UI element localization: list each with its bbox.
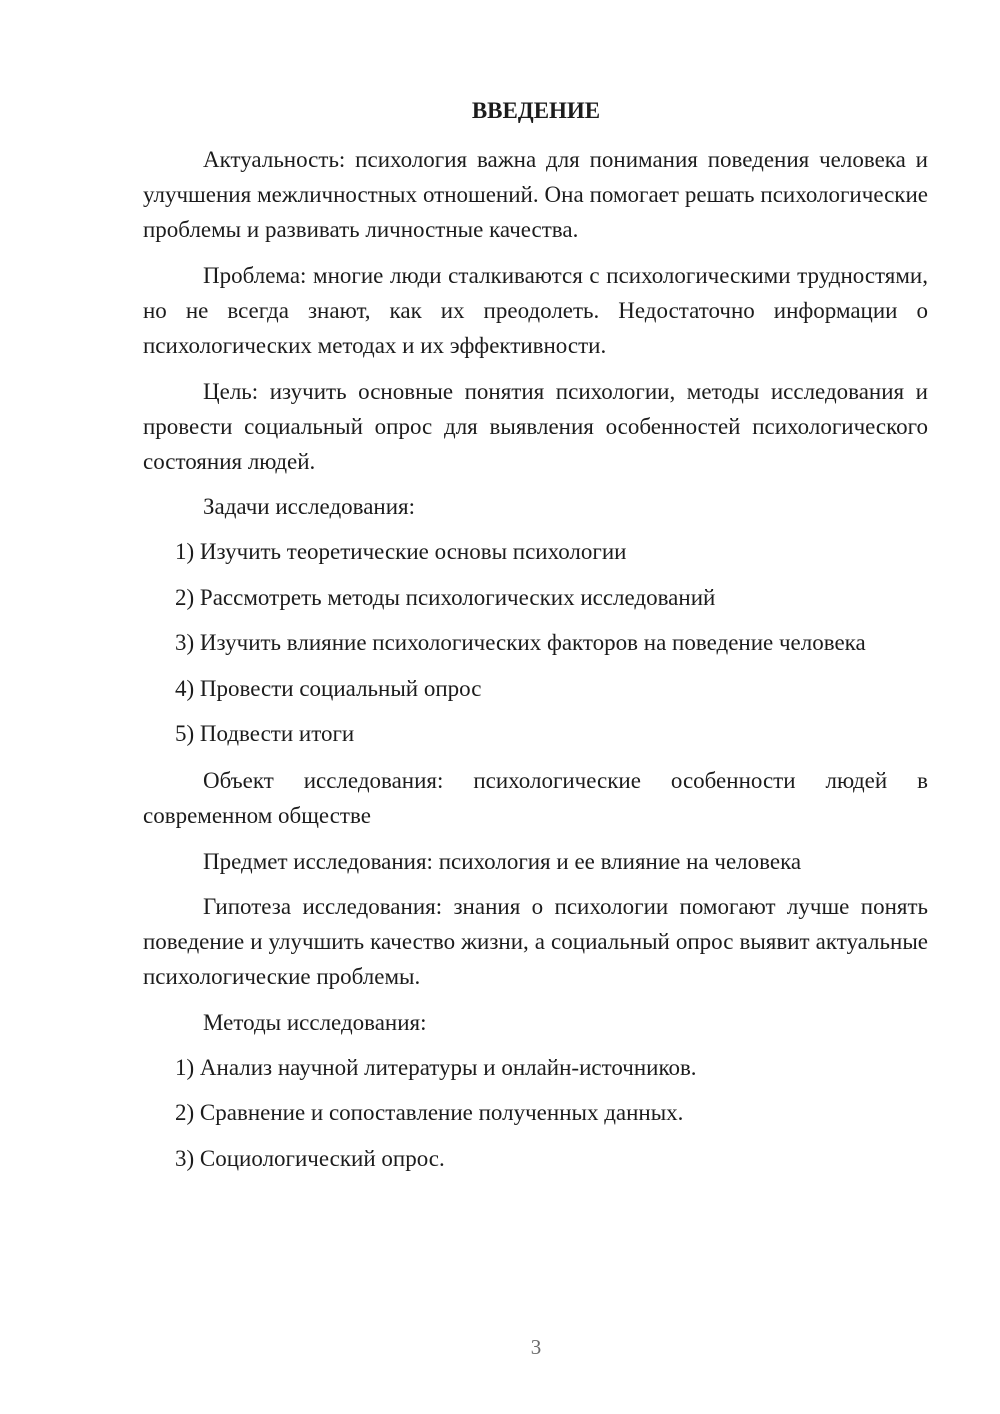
task-item: 1) Изучить теоретические основы психологии bbox=[175, 539, 627, 564]
task-item: 3) Изучить влияние психологических факторов на поведение человека bbox=[175, 630, 866, 655]
hypothesis-paragraph: Гипотеза исследования: знания о психологии помогают лучше понять поведение и улучшить качество жизни, а социальный опрос выявит актуальные психологические проблемы. bbox=[143, 894, 928, 989]
goal-paragraph: Цель: изучить основные понятия психологии, методы исследования и провести социальный опрос для выявления особенностей психологического состояния людей. bbox=[143, 379, 928, 474]
object-paragraph: Объект исследования: психологические особенности людей в современном обществе bbox=[143, 768, 928, 828]
subject-paragraph: Предмет исследования: психология и ее влияние на человека bbox=[203, 849, 802, 874]
page-title: ВВЕДЕНИЕ bbox=[471, 98, 601, 123]
task-item: 5) Подвести итоги bbox=[175, 721, 355, 746]
problem-paragraph: Проблема: многие люди сталкиваются с психологическими трудностями, но не всегда знают, как их преодолеть. Недостаточно информации о психологических методах и их эффективности. bbox=[143, 263, 928, 358]
method-item: 3) Социологический опрос. bbox=[175, 1146, 445, 1171]
tasks-heading: Задачи исследования: bbox=[203, 494, 416, 519]
page-number: 3 bbox=[530, 1335, 542, 1359]
relevance-paragraph: Актуальность: психология важна для понимания поведения человека и улучшения межличностных отношений. Она помогает решать психологические проблемы и развивать личностные качества. bbox=[143, 147, 928, 242]
method-item: 1) Анализ научной литературы и онлайн-источников. bbox=[175, 1055, 697, 1080]
methods-heading: Методы исследования: bbox=[203, 1010, 427, 1035]
task-item: 4) Провести социальный опрос bbox=[175, 676, 482, 701]
task-item: 2) Рассмотреть методы психологических исследований bbox=[175, 585, 716, 610]
method-item: 2) Сравнение и сопоставление полученных данных. bbox=[175, 1100, 684, 1125]
